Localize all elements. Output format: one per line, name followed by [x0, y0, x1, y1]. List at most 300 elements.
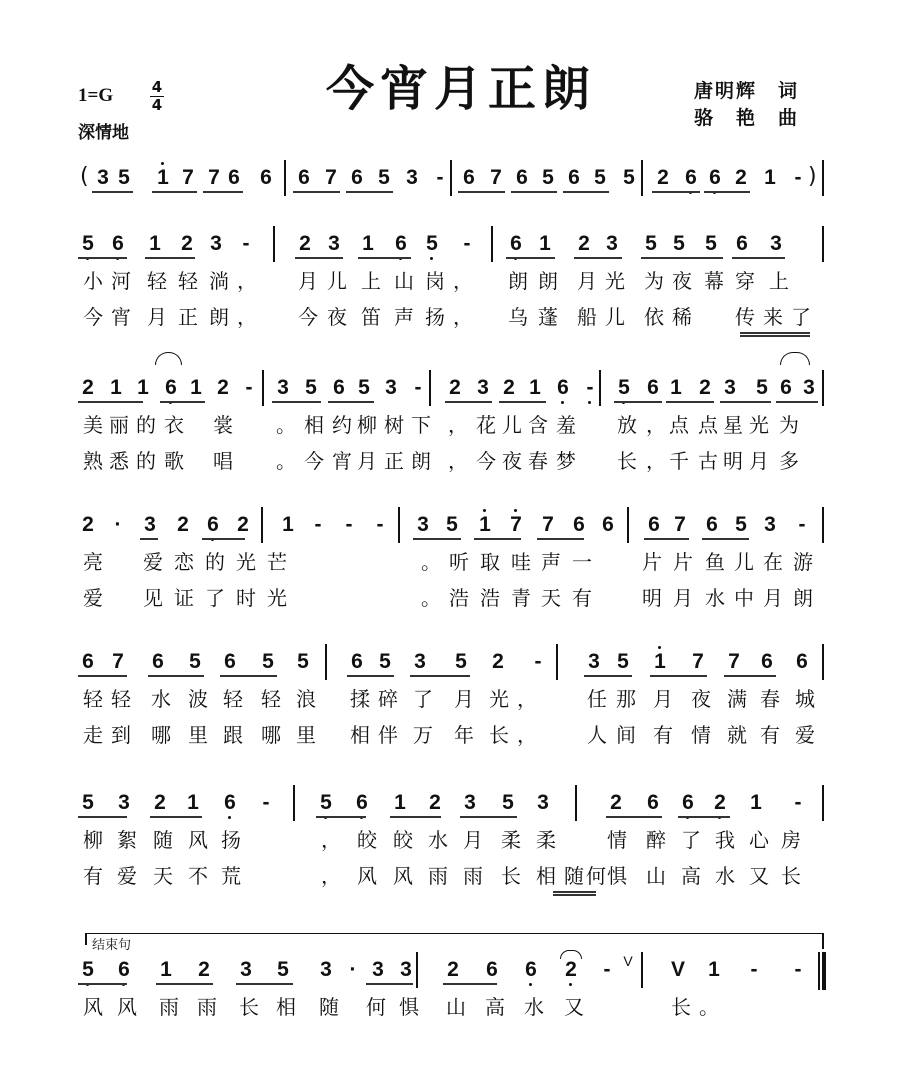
- lyric-char: 在: [763, 550, 783, 574]
- beam-underline: [724, 675, 776, 677]
- note: 1: [764, 166, 776, 189]
- note: -: [798, 513, 806, 536]
- lyric-char: 中: [734, 586, 754, 610]
- note: 6: [648, 513, 660, 536]
- lyric-char: 儿: [605, 305, 625, 329]
- beam-underline: [145, 257, 195, 259]
- lyric-char: 爱: [143, 550, 163, 574]
- beam-underline: [702, 538, 749, 540]
- beam-underline: [148, 675, 204, 677]
- lyric-char: 青: [511, 586, 531, 610]
- beam-underline: [156, 983, 213, 985]
- lyric-char: 心: [749, 828, 769, 852]
- beam-underline: [458, 191, 505, 193]
- note: 6: [116, 959, 132, 981]
- lyric-char: 儿: [327, 269, 347, 293]
- lyric-char: 相: [304, 413, 324, 437]
- time-sig-bottom: 4: [151, 96, 163, 114]
- lyric-char: 里: [296, 723, 316, 747]
- beam-underline: [410, 675, 470, 677]
- beam-underline: [563, 191, 609, 193]
- note: 5: [277, 958, 289, 981]
- ending-bracket-right: [822, 933, 824, 949]
- lyric-char: 千: [669, 449, 689, 473]
- note: 2: [447, 958, 459, 981]
- note: 2: [610, 791, 622, 814]
- lyric-char: 风: [393, 864, 413, 888]
- note: 6: [205, 514, 221, 536]
- note: 6: [260, 166, 272, 189]
- lyric-char: 风: [117, 995, 137, 1019]
- note: 5: [617, 650, 629, 673]
- note: 6: [647, 376, 659, 399]
- note: -: [582, 377, 598, 399]
- lyric-char: 有: [83, 864, 103, 888]
- note: -: [534, 650, 542, 673]
- lyric-char: 夜: [327, 305, 347, 329]
- note: 6: [222, 792, 238, 814]
- note: 5: [623, 166, 635, 189]
- lyric-char: 春: [528, 449, 548, 473]
- note: 3: [328, 232, 340, 255]
- lyric-char: 高: [681, 864, 701, 888]
- lyric-char: 风: [357, 864, 377, 888]
- lyric-char: 儿: [734, 550, 754, 574]
- lyric-char: 。: [421, 550, 441, 574]
- fermata-arc: [560, 950, 582, 959]
- beam-underline: [236, 983, 293, 985]
- note: 6: [647, 791, 659, 814]
- lyric-char: 山: [646, 864, 666, 888]
- note: -: [463, 232, 471, 255]
- lyric-char: 穿: [735, 269, 755, 293]
- note: 6: [224, 650, 236, 673]
- beam-underline: [152, 191, 197, 193]
- beam-underline: [316, 816, 366, 818]
- lyric-char: 花: [476, 413, 496, 437]
- note: 6: [602, 513, 614, 536]
- beam-underline: [732, 257, 785, 259]
- lyric-char: 天: [153, 864, 173, 888]
- lyric-char: 长: [617, 449, 637, 473]
- note: 6: [228, 166, 240, 189]
- lyric-char: 蓬: [538, 305, 558, 329]
- note: 7: [112, 650, 124, 673]
- ending-bracket-label: 结束句: [92, 938, 132, 953]
- lyric-char: ，: [646, 449, 666, 473]
- note: 5: [705, 232, 717, 255]
- lyric-char: 裳: [213, 413, 233, 437]
- beam-underline: [584, 675, 632, 677]
- lyric-char: 到: [111, 723, 131, 747]
- lyric-char: 何: [586, 864, 606, 888]
- note: 5: [358, 376, 370, 399]
- lyric-char: 水: [151, 687, 171, 711]
- beam-underline: [220, 675, 277, 677]
- note: 5: [594, 166, 606, 189]
- lyric-char: 高: [485, 995, 505, 1019]
- lyric-char: 歌: [164, 449, 184, 473]
- note: 2: [449, 376, 461, 399]
- lyric-char: 伴: [378, 723, 398, 747]
- lyric-char: 了: [413, 687, 433, 711]
- lyric-char: 走: [83, 723, 103, 747]
- note: 5: [262, 650, 274, 673]
- lyric-underline: [740, 335, 810, 337]
- note: 1: [477, 514, 493, 536]
- lyric-char: 年: [454, 723, 474, 747]
- lyric-char: 长: [501, 864, 521, 888]
- beam-underline: [652, 191, 700, 193]
- note: 3: [406, 166, 418, 189]
- lyric-char: 衣: [164, 413, 184, 437]
- lyric-char: 河: [111, 269, 131, 293]
- lyric-char: 传: [735, 305, 755, 329]
- barline: [273, 226, 275, 262]
- lyric-char: 轻: [111, 687, 131, 711]
- lyric-char: 爱: [795, 723, 815, 747]
- lyric-char: 又: [564, 995, 584, 1019]
- beam-underline: [78, 983, 127, 985]
- lyric-char: 证: [174, 586, 194, 610]
- note: 6: [555, 377, 571, 399]
- beam-underline: [78, 257, 127, 259]
- lyric-char: 扬: [221, 828, 241, 852]
- lyric-char: 幕: [704, 269, 724, 293]
- lyric-char: 满: [727, 687, 747, 711]
- lyric-char: 雨: [197, 995, 217, 1019]
- lyric-char: 。: [276, 449, 296, 473]
- lyric-char: ，: [448, 413, 468, 437]
- lyric-char: 古: [698, 449, 718, 473]
- note: 5: [424, 233, 440, 255]
- lyric-char: 长: [239, 995, 259, 1019]
- lyric-char: 儿: [502, 413, 522, 437]
- key-signature: 1=G: [78, 85, 114, 106]
- beam-underline: [614, 401, 662, 403]
- beam-underline: [445, 401, 492, 403]
- lyric-char: 丽: [109, 413, 129, 437]
- note: 6: [706, 513, 718, 536]
- lyric-char: 梦: [556, 449, 576, 473]
- note: 2: [657, 166, 669, 189]
- lyric-char: 月: [763, 586, 783, 610]
- lyric-char: 爱: [117, 864, 137, 888]
- lyric-char: 不: [188, 864, 208, 888]
- note: 5: [616, 377, 632, 399]
- beam-underline: [644, 538, 689, 540]
- time-signature: [150, 80, 164, 113]
- lyric-char: 的: [136, 449, 156, 473]
- note: 2: [154, 791, 166, 814]
- note: 2: [177, 513, 189, 536]
- note: 7: [208, 166, 220, 189]
- barline: [822, 507, 824, 543]
- lyric-char: 何: [366, 995, 386, 1019]
- lyric-char: 惧: [399, 995, 419, 1019]
- beam-underline: [701, 257, 723, 259]
- barline: [293, 785, 295, 821]
- barline: [325, 644, 327, 680]
- note: 1: [362, 232, 374, 255]
- beam-underline: [537, 538, 584, 540]
- note: 2: [735, 166, 747, 189]
- beam-underline: [202, 538, 245, 540]
- lyric-char: 万: [413, 723, 433, 747]
- lyric-char: 点: [698, 413, 718, 437]
- lyric-char: 月: [463, 828, 483, 852]
- lyric-char: 就: [727, 723, 747, 747]
- note: 2: [563, 959, 579, 981]
- lyric-char: 为: [644, 269, 664, 293]
- lyric-char: 树: [384, 413, 404, 437]
- lyric-char: 哇: [511, 550, 531, 574]
- barline: [641, 160, 643, 196]
- lyric-char: 光: [749, 413, 769, 437]
- lyric-underline: [553, 894, 596, 896]
- beam-underline: [511, 191, 557, 193]
- lyric-char: 今: [304, 449, 324, 473]
- lyric-char: 情: [607, 828, 627, 852]
- note: 7: [728, 650, 740, 673]
- beam-underline: [650, 675, 707, 677]
- lyric-char: 月: [357, 449, 377, 473]
- beam-underline: [293, 191, 340, 193]
- note: 6: [354, 792, 370, 814]
- lyric-char: 小: [83, 269, 103, 293]
- note: 1: [670, 376, 682, 399]
- lyric-char: 月: [298, 269, 318, 293]
- note: 6: [780, 376, 792, 399]
- note: 5: [756, 376, 768, 399]
- lyric-char: 鱼: [705, 550, 725, 574]
- note: 3: [464, 791, 476, 814]
- note: 2: [82, 513, 94, 536]
- note: 2: [198, 958, 210, 981]
- lyric-char: 柔: [536, 828, 556, 852]
- lyric-char: 城: [795, 687, 815, 711]
- beam-underline: [160, 401, 205, 403]
- barline: [641, 952, 643, 988]
- lyric-char: 熟: [83, 449, 103, 473]
- lyric-char: 水: [524, 995, 544, 1019]
- note: 5: [80, 233, 96, 255]
- lyric-char: 天: [541, 586, 561, 610]
- note: 1: [652, 651, 668, 673]
- note: 6: [110, 233, 126, 255]
- lyric-char: 随: [319, 995, 339, 1019]
- beam-underline: [203, 191, 243, 193]
- note: 3: [97, 166, 109, 189]
- lyric-char: 我: [715, 828, 735, 852]
- lyric-char: 听: [449, 550, 469, 574]
- lyric-char: 的: [136, 413, 156, 437]
- lyricist-credit: 唐明辉 词: [694, 80, 800, 102]
- note: 1: [282, 513, 294, 536]
- note: 6: [351, 166, 363, 189]
- beam-underline: [390, 816, 441, 818]
- beam-underline: [347, 675, 394, 677]
- note: 3: [803, 376, 815, 399]
- lyric-char: 相: [350, 723, 370, 747]
- beam-underline: [474, 538, 521, 540]
- beam-underline: [140, 538, 158, 540]
- beam-underline: [150, 816, 202, 818]
- note: ·: [349, 958, 357, 981]
- lyric-char: 唱: [213, 449, 233, 473]
- lyric-char: 朗: [209, 305, 229, 329]
- beam-underline: [295, 257, 343, 259]
- lyric-char: 轻: [83, 687, 103, 711]
- barline: [627, 507, 629, 543]
- note: 6: [568, 166, 580, 189]
- lyric-char: 夜: [502, 449, 522, 473]
- note: 5: [118, 166, 130, 189]
- note: 3: [240, 958, 252, 981]
- note: 5: [735, 513, 747, 536]
- lyric-char: 跟: [223, 723, 243, 747]
- lyric-char: 雨: [428, 864, 448, 888]
- lyric-char: 乌: [508, 305, 528, 329]
- lyric-char: 雨: [463, 864, 483, 888]
- note: ·: [114, 513, 122, 536]
- lyric-char: 柳: [83, 828, 103, 852]
- lyric-char: 依: [644, 305, 664, 329]
- lyric-char: 明: [723, 449, 743, 473]
- barline: [822, 160, 824, 196]
- note: -: [603, 958, 611, 981]
- lyric-char: 游: [793, 550, 813, 574]
- note: -: [414, 376, 422, 399]
- beam-underline: [506, 257, 555, 259]
- lyric-char: 朗: [411, 449, 431, 473]
- lyric-char: 荒: [221, 864, 241, 888]
- lyric-char: 约: [332, 413, 352, 437]
- note: -: [436, 166, 444, 189]
- note: -: [314, 513, 322, 536]
- lyric-char: 轻: [223, 687, 243, 711]
- lyric-char: 羞: [556, 413, 576, 437]
- note: 6: [736, 232, 748, 255]
- lyric-char: 月: [653, 687, 673, 711]
- lyric-char: 了: [681, 828, 701, 852]
- lyric-char: 恋: [174, 550, 194, 574]
- lyric-char: 一: [572, 550, 592, 574]
- lyric-char: 取: [480, 550, 500, 574]
- note: 3: [144, 513, 156, 536]
- lyric-char: 水: [705, 586, 725, 610]
- lyric-char: 有: [760, 723, 780, 747]
- lyric-underline: [553, 891, 596, 893]
- beam-underline: [366, 983, 413, 985]
- note: 5: [645, 232, 657, 255]
- lyric-char: 絮: [117, 828, 137, 852]
- barline: [822, 370, 824, 406]
- note: 5: [379, 650, 391, 673]
- note: 1: [110, 376, 122, 399]
- barline: [416, 952, 418, 988]
- lyric-char: 任: [587, 687, 607, 711]
- note: 6: [516, 166, 528, 189]
- note: 6: [333, 376, 345, 399]
- note: 6: [351, 650, 363, 673]
- breath-mark: V: [623, 953, 633, 969]
- note: 5: [80, 959, 96, 981]
- lyric-char: ，: [237, 305, 257, 329]
- note: 3: [417, 513, 429, 536]
- note: 3: [770, 232, 782, 255]
- barline: [822, 644, 824, 680]
- lyric-char: 片: [642, 550, 662, 574]
- note: 6: [707, 167, 723, 189]
- note: 2: [699, 376, 711, 399]
- lyric-char: 今: [83, 305, 103, 329]
- note: 6: [796, 650, 808, 673]
- note: 5: [305, 376, 317, 399]
- lyric-char: 轻: [261, 687, 281, 711]
- lyric-char: 宵: [332, 449, 352, 473]
- note: -: [794, 958, 802, 981]
- lyric-char: 惧: [607, 864, 627, 888]
- barline: [398, 507, 400, 543]
- lyric-char: 里: [188, 723, 208, 747]
- lyric-char: 哪: [261, 723, 281, 747]
- lyric-char: 山: [446, 995, 466, 1019]
- lyric-char: 亮: [83, 550, 103, 574]
- lyric-char: 悉: [109, 449, 129, 473]
- lyric-char: 今: [298, 305, 318, 329]
- beam-underline: [92, 191, 133, 193]
- lyric-char: 多: [779, 449, 799, 473]
- note: 1: [750, 791, 762, 814]
- beam-underline: [358, 257, 411, 259]
- note: 1: [160, 958, 172, 981]
- note: 1: [394, 791, 406, 814]
- beam-underline: [704, 191, 750, 193]
- lyric-char: 岗: [425, 269, 445, 293]
- lyric-char: 相: [536, 864, 556, 888]
- beam-underline: [574, 257, 622, 259]
- note: 6: [486, 958, 498, 981]
- lyric-char: 明: [642, 586, 662, 610]
- lyric-char: 上: [769, 269, 789, 293]
- parenthesis: (: [80, 164, 89, 189]
- lyric-char: 间: [616, 723, 636, 747]
- note: 6: [680, 792, 696, 814]
- beam-underline: [443, 983, 497, 985]
- composer-credit: 骆 艳 曲: [694, 107, 800, 129]
- lyric-char: 月: [454, 687, 474, 711]
- note: 3: [606, 232, 618, 255]
- note: 3: [385, 376, 397, 399]
- lyric-char: 朗: [508, 269, 528, 293]
- note: 6: [573, 513, 585, 536]
- lyric-char: 爱: [83, 586, 103, 610]
- lyric-underline: [740, 332, 810, 334]
- beam-underline: [606, 816, 662, 818]
- lyric-char: 来: [763, 305, 783, 329]
- lyric-char: 船: [577, 305, 597, 329]
- lyric-char: ，: [237, 269, 257, 293]
- note: 2: [299, 232, 311, 255]
- lyric-char: 柔: [501, 828, 521, 852]
- lyric-char: 片: [673, 550, 693, 574]
- lyric-char: 又: [749, 864, 769, 888]
- note: 5: [446, 513, 458, 536]
- note: 6: [163, 377, 179, 399]
- lyric-char: 。: [421, 586, 441, 610]
- final-barline-thick: [822, 952, 826, 990]
